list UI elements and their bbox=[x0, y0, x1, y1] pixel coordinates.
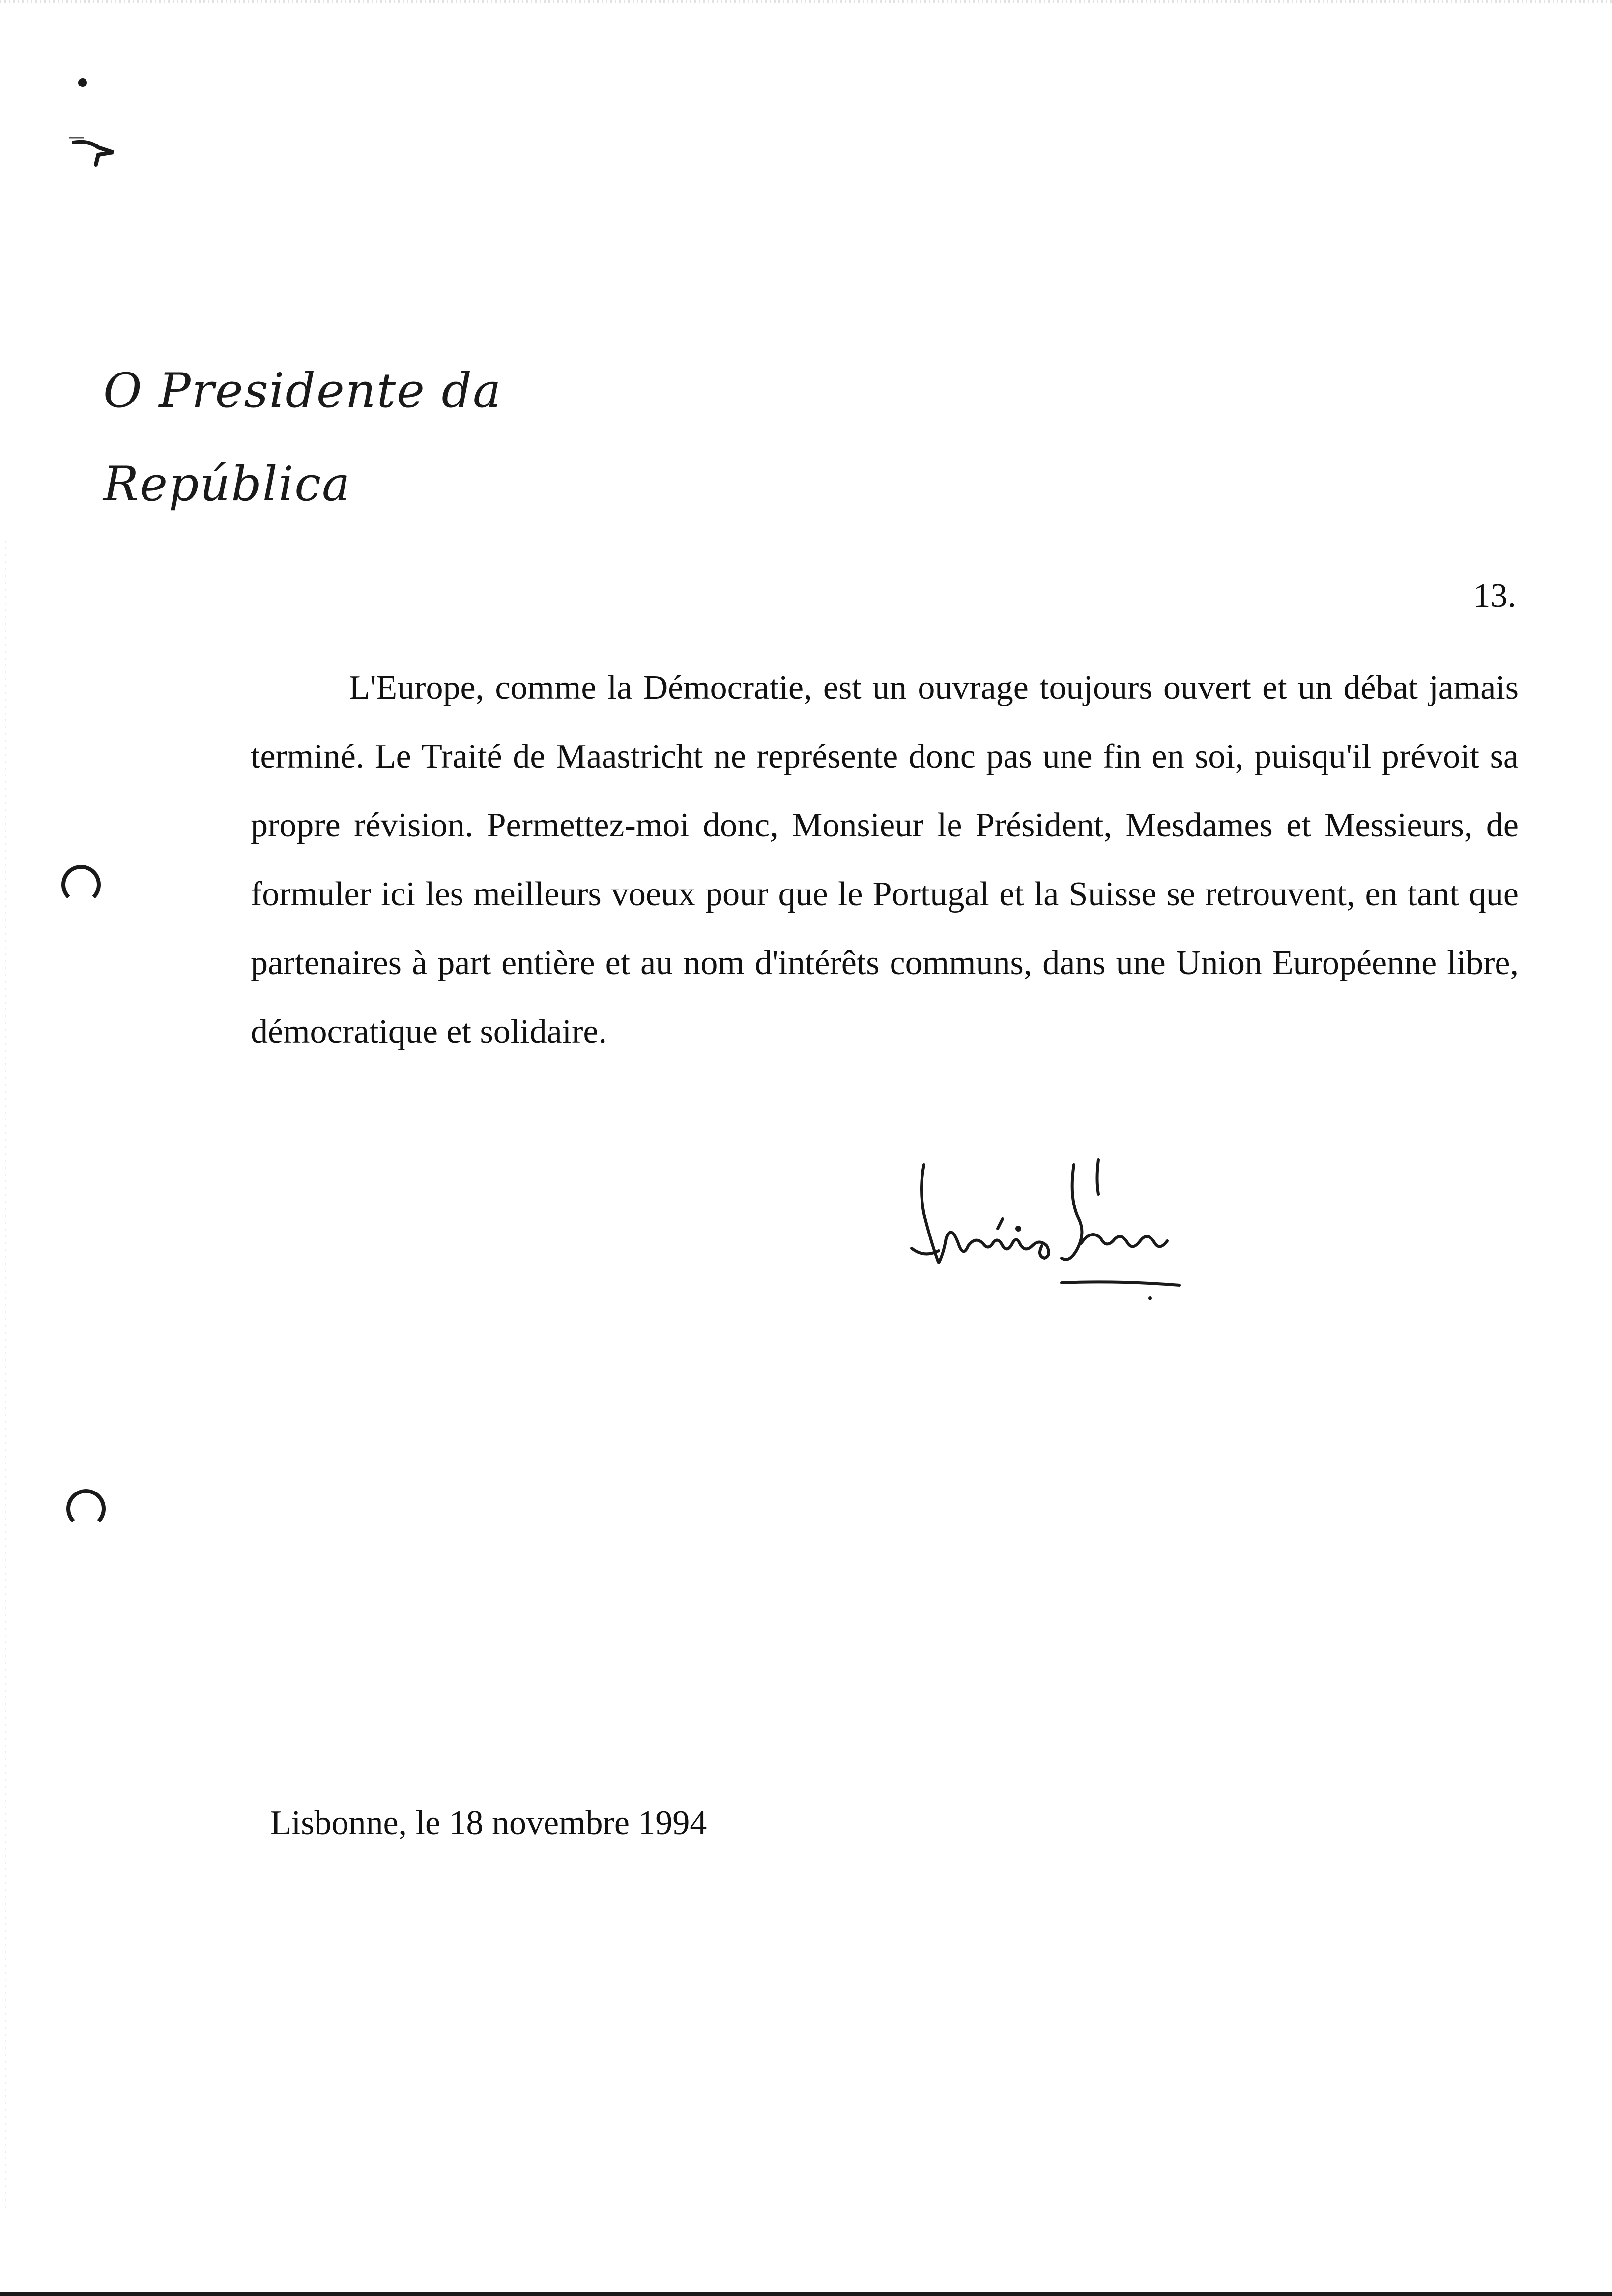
scan-edge-left bbox=[5, 541, 6, 2211]
letterhead bbox=[103, 344, 693, 512]
scan-edge-top bbox=[0, 0, 1612, 3]
scan-edge-bottom bbox=[0, 2292, 1612, 2296]
handwritten-signature bbox=[904, 1145, 1199, 1302]
body-paragraph: L'Europe, comme la Démocratie, est un ouvrage toujours ouvert et un débat jamais terminé. Le Traité de Maastricht ne représente donc pas une fin en soi, puisqu'il prévoit sa propre révision. Permettez-moi donc, Monsieur le Président, Mesdames et Messieurs, de formuler ici les meilleurs voeux pour que le Portugal et la Suisse se retrouvent, en tant que partenaires à part entière et au nom d'intérêts communs, dans une Union Européenne libre, démocratique et solidaire. bbox=[251, 669, 1519, 1051]
page-number: 13. bbox=[1473, 577, 1516, 615]
letterhead-title: O Presidente da República bbox=[103, 363, 502, 512]
staple-mark-icon bbox=[69, 69, 128, 187]
punch-hole-icon bbox=[61, 865, 101, 904]
place-date: Lisbonne, le 18 novembre 1994 bbox=[270, 1804, 707, 1842]
punch-hole-icon bbox=[66, 1489, 106, 1528]
